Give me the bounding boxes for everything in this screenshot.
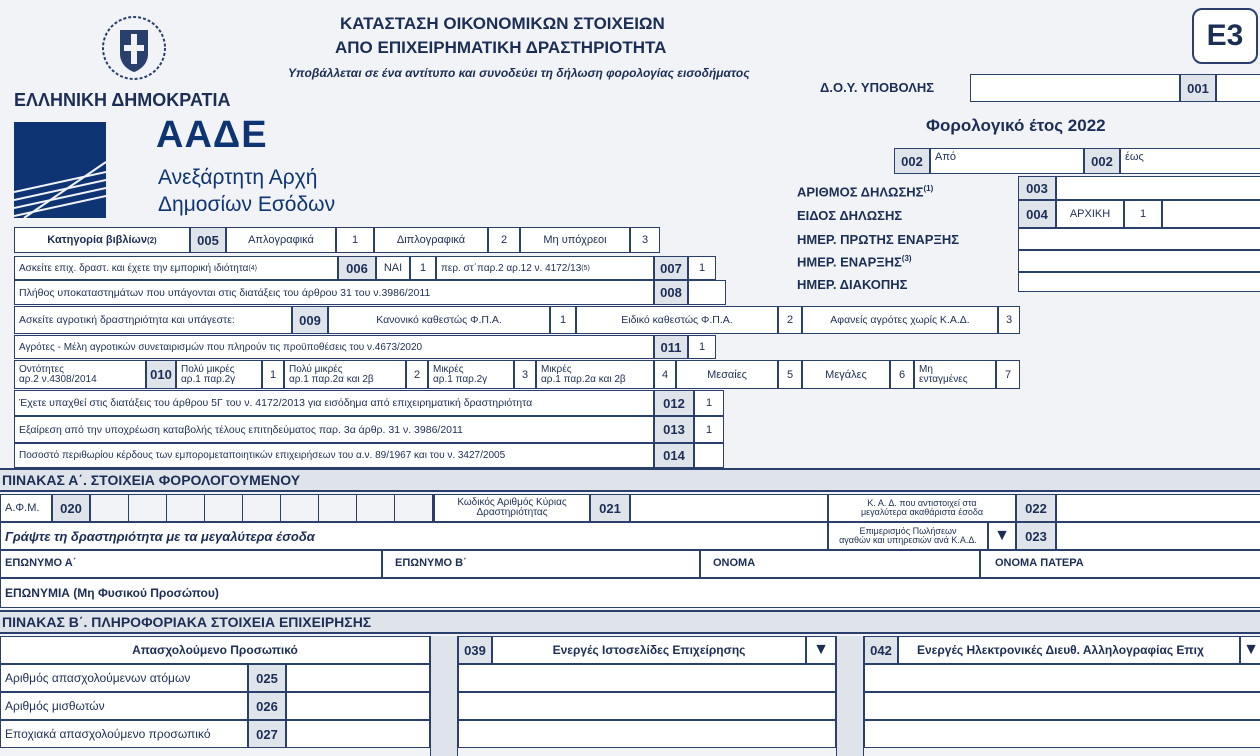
code-022: 022 — [1016, 494, 1056, 522]
websites-header: Ενεργές Ιστοσελίδες Επιχείρησης — [492, 636, 806, 664]
surname-a-label: ΕΠΩΝΥΜΟ Α΄ — [0, 550, 382, 578]
code-027: 027 — [248, 720, 286, 748]
aade-logo-icon — [14, 122, 106, 218]
to-label: έως — [1125, 151, 1144, 163]
code-002-from: 002 — [894, 148, 930, 174]
books-double-option[interactable]: Διπλογραφικά — [374, 227, 488, 253]
books-none-option[interactable]: Μη υπόχρεοι — [520, 227, 630, 253]
code-012: 012 — [654, 390, 694, 416]
website-input-1[interactable] — [458, 664, 836, 692]
websites-dropdown-icon[interactable]: ▼ — [806, 636, 836, 664]
form-title-2: ΑΠΟ ΕΠΙΧΕΙΡΗΜΑΤΙΚΗ ΔΡΑΣΤΗΡΙΟΤΗΤΑ — [335, 38, 667, 57]
code-002-to: 002 — [1084, 148, 1120, 174]
medium-option[interactable]: Μεσαίες — [676, 360, 778, 389]
agri-label: Ασκείτε αγροτική δραστηριότητα και υπάγεστε: — [14, 306, 292, 334]
aade-subtitle-1: Ανεξάρτητη Αρχή — [158, 166, 318, 189]
column-gap-2 — [836, 636, 864, 756]
tax-year: Φορολογικό έτος 2022 — [926, 116, 1106, 135]
merchant-label: Ασκείτε επιχ. δραστ. και έχετε την εμπορική ιδιότητα (4) — [14, 256, 338, 280]
code-011-checkbox[interactable]: 1 — [688, 335, 716, 359]
declaration-number-label: ΑΡΙΘΜΟΣ ΔΗΛΩΣΗΣ$^{(1)}$ — [797, 184, 934, 200]
code-007: 007 — [654, 256, 688, 280]
website-input-2[interactable] — [458, 692, 836, 720]
declaration-type-extra[interactable] — [1162, 200, 1260, 228]
start-input[interactable] — [1018, 250, 1260, 272]
salaried-label: Αριθμός μισθωτών — [0, 692, 248, 720]
code-010: 010 — [146, 360, 176, 389]
entities-label: Οντότητες αρ.2 ν.4308/2014 — [14, 360, 146, 389]
code-023: 023 — [1016, 522, 1056, 550]
non-included-checkbox[interactable]: 7 — [996, 360, 1020, 389]
doy-input[interactable] — [970, 74, 1180, 102]
books-simple-checkbox[interactable]: 1 — [336, 227, 374, 253]
staff-header: Απασχολούμενο Προσωπικό — [0, 636, 430, 664]
table-a-title: ΠΙΝΑΚΑΣ Α΄. ΣΤΟΙΧΕΙΑ ΦΟΡΟΛΟΓΟΥΜΕΝΟΥ — [0, 468, 1260, 492]
code-003: 003 — [1018, 176, 1056, 200]
small-b-checkbox[interactable]: 4 — [654, 360, 676, 389]
form-subtitle: Υποβάλλεται σε ένα αντίτυπο και συνοδεύει τη δήλωση φορολογίας εισοδήματος — [288, 66, 750, 80]
email-input-3[interactable] — [864, 720, 1260, 748]
initial-option[interactable]: ΑΡΧΙΚΗ — [1056, 200, 1124, 228]
aade-subtitle-2: Δημοσίων Εσόδων — [158, 193, 336, 216]
name-label: ΟΝΟΜΑ — [700, 550, 980, 578]
non-included-option[interactable]: Μη ενταγμένες — [914, 360, 996, 389]
books-category-label: Κατηγορία βιβλίων (2) — [14, 227, 190, 253]
small-checkbox[interactable]: 3 — [514, 360, 536, 389]
start-label: ΗΜΕΡ. ΕΝΑΡΞΗΣ$^{(3)}$ — [797, 254, 912, 270]
code-042: 042 — [864, 636, 898, 664]
large-option[interactable]: Μεγάλες — [802, 360, 890, 389]
code-004: 004 — [1018, 200, 1056, 228]
code-013-checkbox[interactable]: 1 — [694, 416, 724, 443]
code-013: 013 — [654, 416, 694, 443]
branches-input[interactable] — [688, 280, 726, 305]
doy-label: Δ.Ο.Υ. ΥΠΟΒΟΛΗΣ — [820, 80, 935, 95]
very-small-checkbox[interactable]: 1 — [262, 360, 284, 389]
emails-dropdown-icon[interactable]: ▼ — [1240, 636, 1260, 664]
afm-label: Α.Φ.Μ. — [0, 494, 52, 522]
persons-input[interactable] — [286, 664, 430, 692]
coop-label: Αγρότες - Μέλη αγροτικών συνεταιρισμών που πληρούν τις προϋποθέσεις του ν.4673/2020 — [14, 335, 654, 359]
period-to-input[interactable] — [1120, 148, 1260, 174]
agri-exempt-checkbox[interactable]: 3 — [998, 306, 1020, 334]
code-011: 011 — [654, 335, 688, 359]
agri-normal-option[interactable]: Κανονικό καθεστώς Φ.Π.Α. — [328, 306, 550, 334]
seasonal-input[interactable] — [286, 720, 430, 748]
republic-label: ΕΛΛΗΝΙΚΗ ΔΗΜΟΚΡΑΤΙΑ — [14, 90, 231, 110]
agri-exempt-option[interactable]: Αφανείς αγρότες χωρίς Κ.Α.Δ. — [802, 306, 998, 334]
first-start-input[interactable] — [1018, 228, 1260, 250]
stop-label: ΗΜΕΡ. ΔΙΑΚΟΠΗΣ — [797, 277, 908, 292]
code-026: 026 — [248, 692, 286, 720]
agri-normal-checkbox[interactable]: 1 — [550, 306, 576, 334]
sales-split-input[interactable] — [1056, 522, 1260, 550]
code-005: 005 — [190, 227, 226, 253]
website-input-3[interactable] — [458, 720, 836, 748]
books-double-checkbox[interactable]: 2 — [488, 227, 520, 253]
exemption-label: Εξαίρεση από την υποχρέωση καταβολής τέλους επιτηδεύματος παρ. 3α άρθρ. 31 ν. 3986/2011 — [14, 416, 654, 443]
code-021: 021 — [590, 494, 630, 522]
first-start-label: ΗΜΕΡ. ΠΡΩΤΗΣ ΕΝΑΡΞΗΣ — [797, 232, 960, 247]
code-007-checkbox[interactable]: 1 — [688, 256, 716, 280]
large-checkbox[interactable]: 6 — [890, 360, 914, 389]
agri-special-option[interactable]: Ειδικό καθεστώς Φ.Π.Α. — [576, 306, 778, 334]
form-code-badge: Ε3 — [1192, 8, 1258, 64]
period-from-input[interactable] — [930, 148, 1084, 174]
sales-split-dropdown-icon[interactable]: ▼ — [988, 522, 1016, 550]
merchant-yes-checkbox[interactable]: 1 — [410, 256, 436, 280]
art5g-label: Έχετε υπαχθεί στις διατάξεις του άρθρου 5Γ του ν. 4172/2013 για εισόδημα από επιχειρηματική δραστηριότητα — [14, 390, 654, 416]
aade-title: ΑΑΔΕ — [156, 114, 268, 156]
code-001: 001 — [1180, 74, 1216, 102]
code-020: 020 — [52, 494, 90, 522]
greek-emblem-icon — [100, 12, 168, 84]
company-name-label: ΕΠΩΝΥΜΙΑ (Μη Φυσικού Προσώπου) — [0, 578, 1260, 608]
branches-label: Πλήθος υποκαταστημάτων που υπάγονται στις διατάξεις του άρθρου 31 του ν.3986/2011 — [14, 280, 654, 305]
medium-checkbox[interactable]: 5 — [778, 360, 802, 389]
very-small-b-option[interactable]: Πολύ μικρές αρ.1 παρ.2α και 2β — [284, 360, 406, 389]
agri-special-checkbox[interactable]: 2 — [778, 306, 802, 334]
small-b-option[interactable]: Μικρές αρ.1 παρ.2α και 2β — [536, 360, 654, 389]
margin-input[interactable] — [694, 443, 724, 468]
from-label: Από — [935, 151, 957, 163]
per-st-label: περ. στ΄παρ.2 αρ.12 ν. 4172/13 (5) — [436, 256, 654, 280]
emails-header: Ενεργές Ηλεκτρονικές Διευθ. Αλληλογραφίας Επιχ — [898, 636, 1240, 664]
table-b-title: ΠΙΝΑΚΑΣ Β΄. ΠΛΗΡΟΦΟΡΙΑΚΑ ΣΤΟΙΧΕΙΑ ΕΠΙΧΕΙΡΗΣΗΣ — [0, 610, 1260, 634]
code-001-input[interactable] — [1216, 74, 1260, 102]
books-simple-option[interactable]: Απλογραφικά — [226, 227, 336, 253]
code-009: 009 — [292, 306, 328, 334]
kad-input[interactable] — [1056, 494, 1260, 522]
declaration-type-label: ΕΙΔΟΣ ΔΗΛΩΣΗΣ — [797, 208, 903, 223]
code-008: 008 — [654, 280, 688, 305]
write-activity-label: Γράψτε τη δραστηριότητα με τα μεγαλύτερα έσοδα — [0, 522, 828, 550]
initial-checkbox[interactable]: 1 — [1124, 200, 1162, 228]
email-input-1[interactable] — [864, 664, 1260, 692]
stop-input[interactable] — [1018, 272, 1260, 292]
merchant-yes-option[interactable]: ΝΑΙ — [376, 256, 410, 280]
books-none-checkbox[interactable]: 3 — [630, 227, 660, 253]
small-option[interactable]: Μικρές αρ.1 παρ.2γ — [428, 360, 514, 389]
column-gap-1 — [430, 636, 458, 756]
kad-label: Κ. Α. Δ. που αντιστοιχεί στα μεγαλύτερα ακαθάριστα έσοδα — [828, 494, 1016, 522]
very-small-b-checkbox[interactable]: 2 — [406, 360, 428, 389]
code-006: 006 — [338, 256, 376, 280]
seasonal-label: Εποχιακά απασχολούμενο προσωπικό — [0, 720, 248, 748]
declaration-number-input[interactable] — [1056, 176, 1260, 200]
form-title-1: ΚΑΤΑΣΤΑΣΗ ΟΙΚΟΝΟΜΙΚΩΝ ΣΤΟΙΧΕΙΩΝ — [340, 14, 665, 33]
very-small-option[interactable]: Πολύ μικρές αρ.1 παρ.2γ — [176, 360, 262, 389]
code-014: 014 — [654, 443, 694, 468]
surname-b-label: ΕΠΩΝΥΜΟ Β΄ — [382, 550, 700, 578]
main-activity-input[interactable] — [630, 494, 828, 522]
main-activity-label: Κωδικός Αριθμός Κύριας Δραστηριότητας — [434, 494, 590, 522]
salaried-input[interactable] — [286, 692, 430, 720]
afm-input[interactable] — [90, 494, 434, 522]
email-input-2[interactable] — [864, 692, 1260, 720]
persons-label: Αριθμός απασχολούμενων ατόμων — [0, 664, 248, 692]
code-012-checkbox[interactable]: 1 — [694, 390, 724, 416]
margin-label: Ποσοστό περιθωρίου κέρδους των εμπορομεταποιητικών επιχειρήσεων του α.ν. 89/1967 και του ν. 3427/2005 — [14, 443, 654, 468]
code-039: 039 — [458, 636, 492, 664]
sales-split-label: Επιμερισμός Πωλήσεων αγαθών και υπηρεσιών ανά Κ.Α.Δ. — [828, 522, 988, 550]
code-025: 025 — [248, 664, 286, 692]
father-name-label: ΟΝΟΜΑ ΠΑΤΕΡΑ — [980, 550, 1260, 578]
